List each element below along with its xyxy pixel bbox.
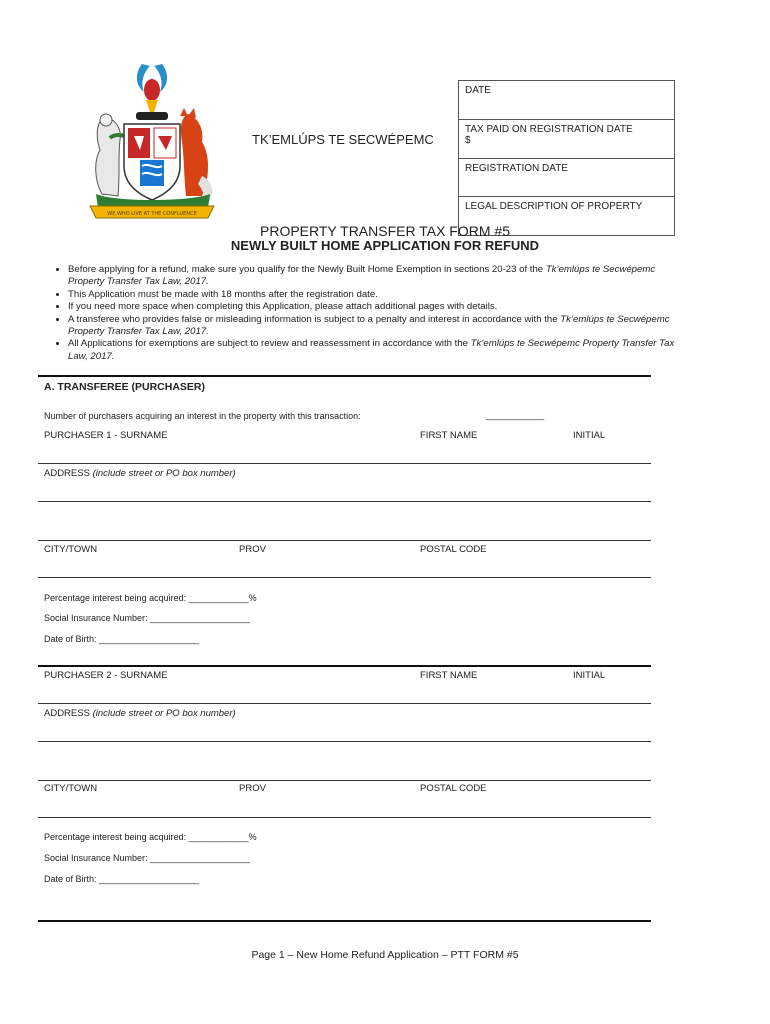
section-a-title: A. TRANSFEREE (PURCHASER) [44, 381, 206, 393]
purchaser1-dob-field[interactable]: Date of Birth: ____________________ [44, 634, 200, 644]
purchaser2-surname-label: PURCHASER 2 - SURNAME [44, 670, 168, 681]
page-footer: Page 1 – New Home Refund Application – PTT FORM #5 [251, 949, 519, 961]
svg-text:WE WHO LIVE AT THE CONFLUENCE: WE WHO LIVE AT THE CONFLUENCE [107, 211, 197, 217]
section-divider [38, 375, 651, 377]
purchaser1-address-label: ADDRESS (include street or PO box number) [44, 468, 236, 479]
organization-name: TK’EMLÚPS TE SECWÉPEMC [252, 132, 434, 147]
registration-date-label: REGISTRATION DATE [465, 163, 568, 174]
purchaser1-percent-field[interactable]: Percentage interest being acquired: ____________% [44, 593, 257, 603]
purchaser1-postal-label: POSTAL CODE [420, 544, 487, 555]
purchaser2-sin-field[interactable]: Social Insurance Number: ____________________ [44, 853, 251, 863]
instruction-item: • A transferee who provides false or misleading information is subject to a penalty and interest in accordance with the Tk’emlúps te Secwépemc Property Transfer Tax Law, 2017. [68, 314, 678, 339]
num-purchasers-label: Number of purchasers acquiring an interest in the property with this transaction: [44, 411, 361, 421]
purchaser1-address-line-2[interactable] [38, 540, 651, 541]
purchaser2-city-label: CITY/TOWN [44, 783, 98, 794]
num-purchasers-field[interactable]: ___________ [486, 410, 545, 421]
purchaser2-dob-field[interactable]: Date of Birth: ____________________ [44, 874, 200, 884]
purchaser1-prov-label: PROV [239, 544, 266, 555]
purchaser2-address-label: ADDRESS (include street or PO box number) [44, 708, 236, 719]
instruction-item: • Before applying for a refund, make sure you qualify for the Newly Built Home Exemption in sections 20-23 of the Tk’emlúps te Secwépemc Property Transfer Tax Law, 2017. [68, 264, 678, 289]
purchaser2-postal-label: POSTAL CODE [420, 783, 487, 794]
purchaser2-name-line[interactable] [38, 703, 651, 704]
purchaser2-address-line-2[interactable] [38, 780, 651, 781]
purchaser1-sin-field[interactable]: Social Insurance Number: ____________________ [44, 613, 251, 623]
purchaser2-prov-label: PROV [239, 783, 266, 794]
legal-description-label: LEGAL DESCRIPTION OF PROPERTY [465, 201, 643, 212]
purchaser1-surname-label: PURCHASER 1 - SURNAME [44, 430, 168, 441]
purchaser1-initial-label: INITIAL [573, 430, 606, 441]
registration-date-box[interactable] [458, 158, 675, 196]
purchaser-divider [38, 665, 651, 667]
tax-paid-currency: $ [465, 135, 471, 146]
purchaser1-city-label: CITY/TOWN [44, 544, 98, 555]
purchaser1-name-line[interactable] [38, 463, 651, 464]
purchaser2-city-line[interactable] [38, 817, 651, 818]
purchaser1-address-line[interactable] [38, 501, 651, 502]
purchaser2-initial-label: INITIAL [573, 670, 606, 681]
instruction-item: • If you need more space when completing this Application, please attach additional pages with details. [68, 301, 678, 313]
tax-paid-box[interactable] [458, 119, 675, 158]
section-end-divider [38, 920, 651, 922]
coat-of-arms-logo [84, 56, 220, 224]
purchaser1-city-line[interactable] [38, 577, 651, 578]
form-subtitle: NEWLY BUILT HOME APPLICATION FOR REFUND [230, 238, 540, 253]
tax-paid-label: TAX PAID ON REGISTRATION DATE [465, 124, 633, 135]
purchaser1-first-name-label: FIRST NAME [420, 430, 478, 441]
instruction-item: • All Applications for exemptions are subject to review and reassessment in accordance with the Tk’emlúps te Secwépemc Property Transfer Tax Law, 2017. [68, 338, 678, 363]
date-label: DATE [465, 85, 491, 96]
form-title: PROPERTY TRANSFER TAX FORM #5 [260, 223, 510, 239]
purchaser2-address-line[interactable] [38, 741, 651, 742]
purchaser2-percent-field[interactable]: Percentage interest being acquired: ____________% [44, 832, 257, 842]
instructions-list [46, 264, 678, 363]
date-box[interactable] [458, 80, 675, 119]
instruction-item: • This Application must be made with 18 months after the registration date. [68, 289, 678, 301]
purchaser2-first-name-label: FIRST NAME [420, 670, 478, 681]
